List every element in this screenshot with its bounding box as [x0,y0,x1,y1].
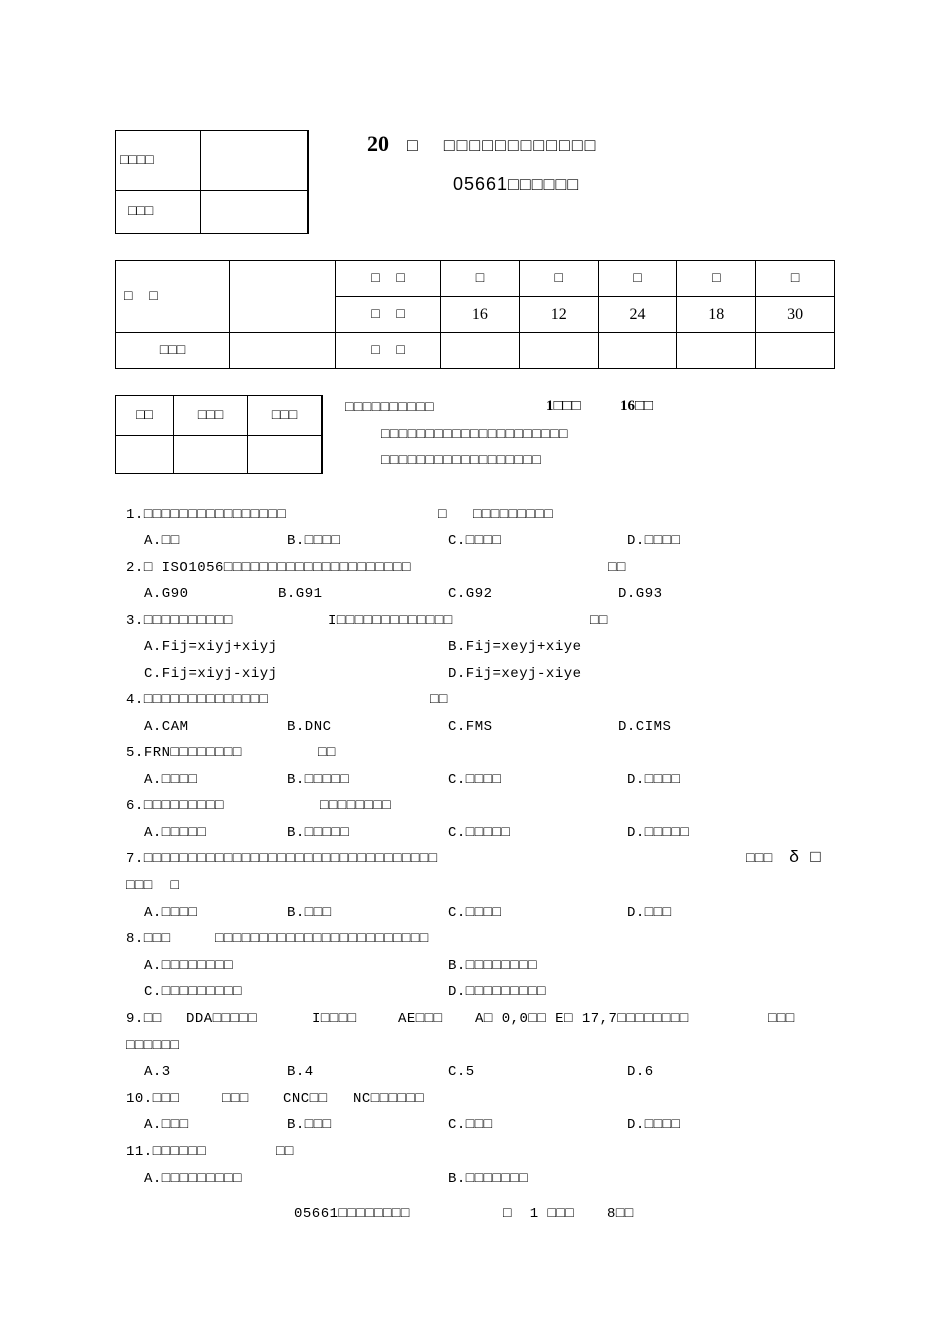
grader-header-2: □□□ [174,396,248,436]
question-4-option-d: D.CIMS [618,719,672,735]
question-9-option-a: A.3 [144,1064,171,1080]
question-1-text: □□□□□□□□□□□□□□□□ [143,507,287,523]
question-7-num: 7. [126,851,144,867]
title-rest: □□□□□□□□□□□□ [443,137,598,157]
grader-header-3: □□□ [248,396,323,436]
question-9-text: □□ [143,1011,162,1027]
question-7-tail-a: □□□ [746,851,773,867]
question-1-option-c: C.□□□□ [448,533,502,549]
grader-header-1: □□ [116,396,174,436]
question-3-text: □□□□□□□□□□ [143,613,233,629]
score-table-row-label-2: □ □ [336,297,441,333]
question-10-num: 10. [126,1091,153,1107]
question-6-option-a: A.□□□□□ [144,825,207,841]
question-1-option-a: A.□□ [144,533,180,549]
question-2-option-a: A.G90 [144,586,189,602]
header-box-label-2: □□□ [116,191,201,234]
question-7-tail-b: δ □ [789,849,822,868]
question-8-option-c: C.□□□□□□□□□ [144,984,242,1000]
question-2-option-b: B.G91 [278,586,323,602]
question-4-option-a: A.CAM [144,719,189,735]
question-8-num: 8. [126,931,144,947]
question-11-text: □□□□□□ [152,1144,207,1160]
question-1-option-b: B.□□□□ [287,533,341,549]
question-1-option-d: D.□□□□ [627,533,681,549]
question-7-option-c: C.□□□□ [448,905,502,921]
score-header-4: □ [677,261,756,297]
score-points-4: 18 [677,297,756,333]
score-cell-2 [519,333,598,369]
header-box-label-1: □□□□ [116,131,201,191]
question-7-option-b: B.□□□ [287,905,332,921]
question-7-text: □□□□□□□□□□□□□□□□□□□□□□□□□□□□□□□□□ [143,851,438,867]
question-8-option-a: A.□□□□□□□□ [144,958,234,974]
question-11-num: 11. [126,1144,153,1160]
score-table-row-label-3: □ □ [336,333,441,369]
question-4-option-b: B.DNC [287,719,332,735]
question-5-option-d: D.□□□□ [627,772,681,788]
title-line-1 [367,131,597,157]
grader-box [115,395,323,474]
question-8-option-b: B.□□□□□□□□ [448,958,538,974]
question-4-num: 4. [126,692,144,708]
score-table-bottom-blank [230,333,336,369]
section1-line1a: □□□□□□□□□□ [345,400,435,416]
section1-line1b: 1□□□ [546,398,581,414]
question-9-option-c: C.5 [448,1064,475,1080]
header-box-value-1 [201,131,309,191]
question-9 [126,1011,162,1027]
question-3-option-a: A.Fij=xiyj+xiyj [144,639,278,655]
footer-page: □ 1 □□□ [503,1206,575,1222]
question-8-tail-a: □□□□□□□□□□□□□□□□□□□□□□□□ [215,931,429,947]
footer-left: 05661□□□□□□□□ [294,1206,410,1222]
question-5-num: 5. [126,745,144,761]
question-11-option-a: A.□□□□□□□□□ [144,1171,242,1187]
question-9-tail-c: AE□□□ [398,1011,443,1027]
question-7-option-d: D.□□□ [627,905,672,921]
question-11-tail-a: □□ [276,1144,294,1160]
question-7 [126,851,438,867]
question-10-option-c: C.□□□ [448,1117,493,1133]
question-10-tail-c: NC□□□□□□ [353,1091,425,1107]
question-10-option-a: A.□□□ [144,1117,189,1133]
question-6-option-c: C.□□□□□ [448,825,511,841]
question-11 [126,1144,206,1160]
question-5-tail-a: □□ [318,745,336,761]
question-5-option-c: C.□□□□ [448,772,502,788]
question-1-tail-b: □□□□□□□□□ [473,507,554,523]
question-9-tail-d: A□ 0,0□□ E□ 17,7□□□□□□□□ [475,1011,689,1027]
question-4-tail-a: □□ [430,692,448,708]
score-header-2: □ [519,261,598,297]
score-header-3: □ [598,261,677,297]
question-3-option-b: B.Fij=xeyj+xiye [448,639,582,655]
question-9-num: 9. [126,1011,144,1027]
score-table-left-blank [230,261,336,333]
section1-line2: □□□□□□□□□□□□□□□□□□□□□ [381,427,568,443]
header-box-value-2 [201,191,309,234]
question-9-option-b: B.4 [287,1064,314,1080]
question-6 [126,798,224,814]
question-5-text: FRN□□□□□□□□ [143,745,242,761]
score-cell-4 [677,333,756,369]
question-2-text: □ ISO1056□□□□□□□□□□□□□□□□□□□□□ [143,560,411,576]
question-6-text: □□□□□□□□□ [143,798,224,814]
question-2-option-d: D.G93 [618,586,663,602]
question-9-tail-b: I□□□□ [312,1011,357,1027]
score-table-left-label: □ □ [116,261,230,333]
question-1-num: 1. [126,507,144,523]
section1-line1c: 16□□ [620,398,654,414]
section1-line3: □□□□□□□□□□□□□□□□□□ [381,453,542,469]
grader-cell-1 [116,436,174,474]
score-points-3: 24 [598,297,677,333]
footer-total: 8□□ [607,1206,634,1222]
question-8-option-d: D.□□□□□□□□□ [448,984,546,1000]
question-9-line-2: □□□□□□ [126,1038,180,1054]
question-3-option-d: D.Fij=xeyj-xiye [448,666,582,682]
question-6-num: 6. [126,798,144,814]
question-10-tail-a: □□□ [222,1091,249,1107]
title-year: 20 [367,131,389,156]
question-9-tail-e: □□□ [768,1011,795,1027]
score-points-1: 16 [441,297,520,333]
question-2-option-c: C.G92 [448,586,493,602]
question-5 [126,745,242,761]
question-6-tail-a: □□□□□□□□ [320,798,392,814]
question-3-tail-b: □□ [590,613,608,629]
grader-cell-2 [174,436,248,474]
question-3-option-c: C.Fij=xiyj-xiyj [144,666,278,682]
header-box [115,130,309,234]
grader-cell-3 [248,436,323,474]
question-6-option-d: D.□□□□□ [627,825,690,841]
score-header-1: □ [441,261,520,297]
question-1-tail-a: □ [438,507,447,523]
question-3 [126,613,233,629]
question-2-tail-a: □□ [608,560,626,576]
question-3-tail-a: I□□□□□□□□□□□□□ [328,613,453,629]
score-table [115,260,835,369]
title-line-2: 05661□□□□□□ [453,174,580,194]
question-9-option-d: D.6 [627,1064,654,1080]
question-4-option-c: C.FMS [448,719,493,735]
score-header-5: □ [756,261,835,297]
question-7-line-2: □□□ □ [126,878,180,894]
score-cell-3 [598,333,677,369]
question-10-option-d: D.□□□□ [627,1117,681,1133]
score-table-row-label-1: □ □ [336,261,441,297]
score-points-5: 30 [756,297,835,333]
question-11-option-b: B.□□□□□□□ [448,1171,529,1187]
question-4-text: □□□□□□□□□□□□□□ [143,692,269,708]
question-10-tail-b: CNC□□ [283,1091,328,1107]
question-8 [126,931,171,947]
score-cell-5 [756,333,835,369]
title-mark: □ [407,137,418,157]
question-4 [126,692,268,708]
question-5-option-b: B.□□□□□ [287,772,350,788]
question-10 [126,1091,179,1107]
score-points-2: 12 [519,297,598,333]
question-10-text: □□□ [152,1091,180,1107]
question-3-num: 3. [126,613,144,629]
score-cell-1 [441,333,520,369]
question-8-text: □□□ [143,931,171,947]
question-5-option-a: A.□□□□ [144,772,198,788]
question-9-tail-a: DDA□□□□□ [186,1011,258,1027]
question-7-option-a: A.□□□□ [144,905,198,921]
question-1 [126,507,286,523]
score-table-bottom-label: □□□ [116,333,230,369]
question-2-num: 2. [126,560,144,576]
question-2 [126,560,411,576]
question-6-option-b: B.□□□□□ [287,825,350,841]
question-10-option-b: B.□□□ [287,1117,332,1133]
